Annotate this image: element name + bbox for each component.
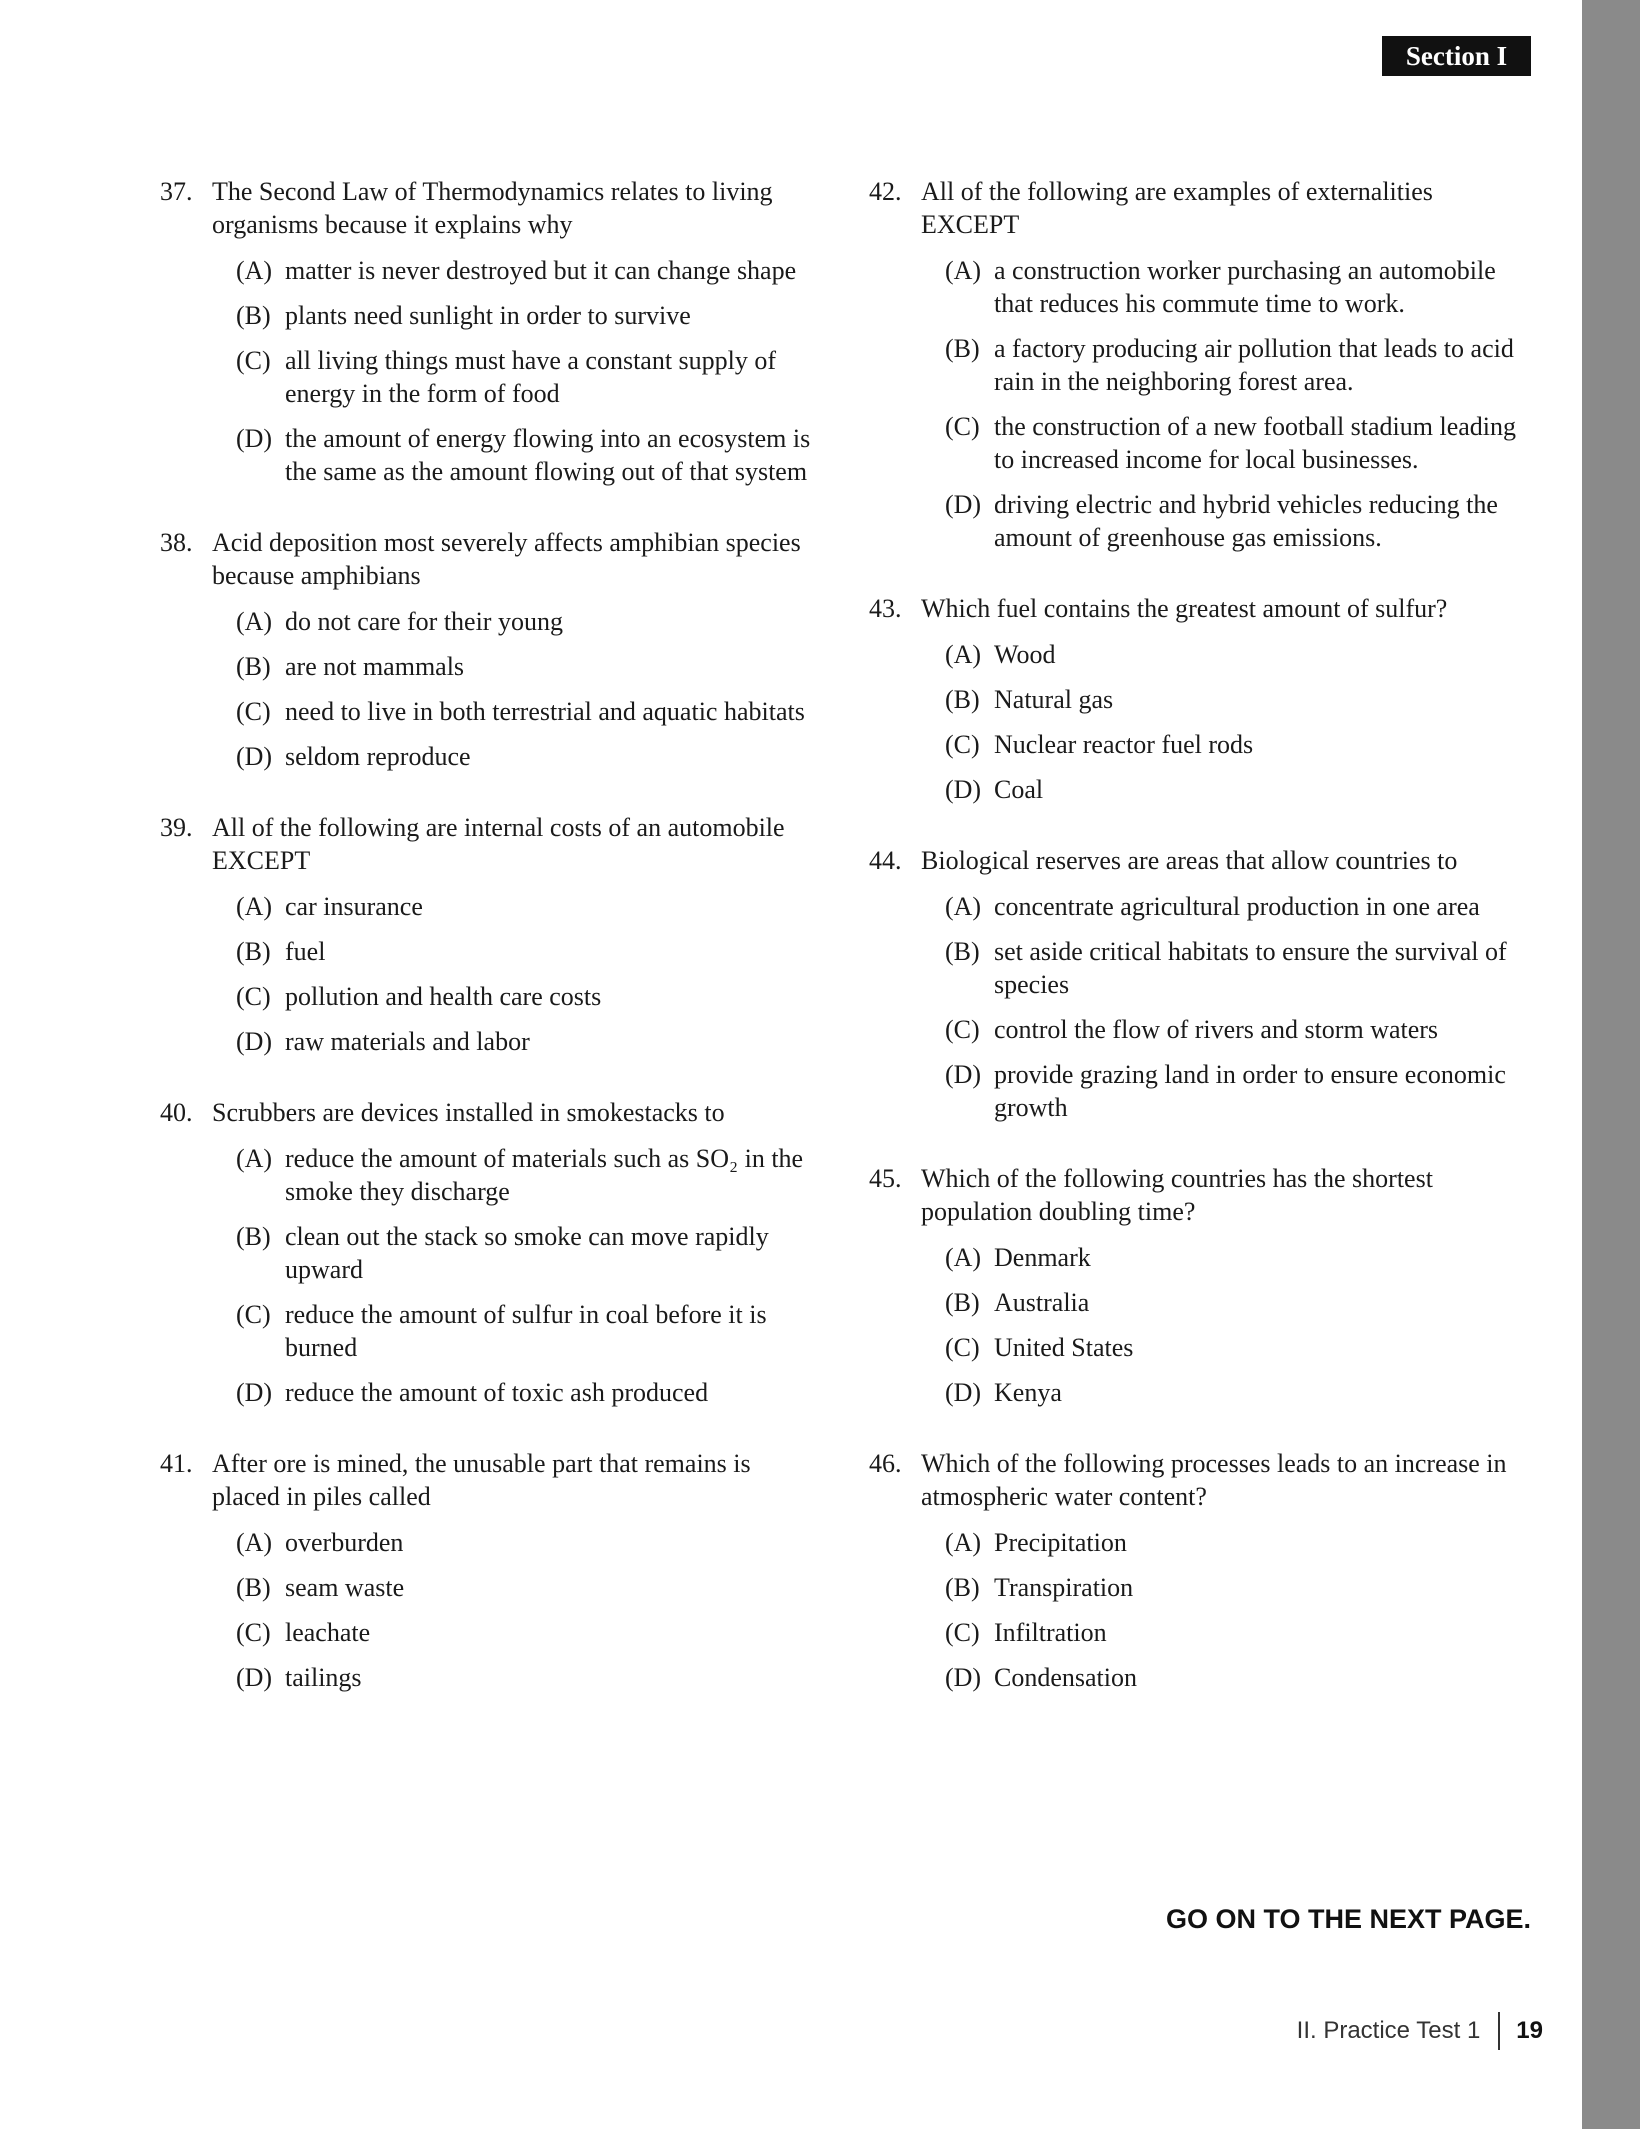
choice-letter: (B) <box>945 685 980 714</box>
choice-text: Infiltration <box>994 1618 1107 1647</box>
question-text: After ore is mined, the unusable part that remains is placed in piles called <box>212 1449 751 1511</box>
question-text: All of the following are examples of externalities EXCEPT <box>921 177 1433 239</box>
choice-text: plants need sunlight in order to survive <box>285 301 691 330</box>
choice-text: the construction of a new football stadium leading to increased income for local businesses. <box>994 412 1517 474</box>
choice-letter: (B) <box>945 1573 980 1602</box>
question-41 <box>160 1447 820 1694</box>
choice-letter: (D) <box>945 490 982 519</box>
answer-choice <box>236 299 820 332</box>
page-number: 19 <box>1516 2017 1543 2044</box>
question-45 <box>869 1162 1529 1409</box>
choice-letter: (A) <box>945 1528 982 1557</box>
footer-divider <box>1498 2012 1500 2050</box>
choice-text: the amount of energy flowing into an ecosystem is the same as the amount flowing out of that system <box>285 424 811 486</box>
choice-letter: (C) <box>945 1015 980 1044</box>
question-number: 40. <box>160 1098 193 1127</box>
choice-letter: (A) <box>236 1528 273 1557</box>
choice-text: matter is never destroyed but it can change shape <box>285 256 797 285</box>
answer-choice <box>236 695 820 728</box>
answer-choice <box>945 1571 1529 1604</box>
question-stem <box>160 526 820 592</box>
choice-text: car insurance <box>285 892 423 921</box>
answer-choice <box>945 1058 1529 1124</box>
answer-choices <box>869 638 1529 806</box>
answer-choice <box>945 773 1529 806</box>
choice-text: raw materials and labor <box>285 1027 530 1056</box>
answer-choice <box>945 488 1529 554</box>
choice-text: all living things must have a constant supply of energy in the form of food <box>285 346 777 408</box>
choice-letter: (B) <box>236 301 271 330</box>
answer-choice <box>945 890 1529 923</box>
choice-letter: (D) <box>236 1027 273 1056</box>
answer-choice <box>236 1142 820 1208</box>
question-number: 38. <box>160 528 193 557</box>
answer-choice <box>236 605 820 638</box>
question-37 <box>160 175 820 488</box>
left-question-column <box>160 175 820 1732</box>
choice-letter: (C) <box>236 1300 271 1329</box>
choice-letter: (A) <box>945 892 982 921</box>
answer-choice <box>945 1013 1529 1046</box>
choice-letter: (A) <box>236 1144 273 1173</box>
choice-letter: (D) <box>236 1378 273 1407</box>
answer-choices <box>160 605 820 773</box>
choice-text: clean out the stack so smoke can move rapidly upward <box>285 1222 769 1284</box>
question-stem <box>869 1447 1529 1513</box>
question-number: 44. <box>869 846 902 875</box>
answer-choice <box>945 935 1529 1001</box>
answer-choice <box>945 1526 1529 1559</box>
question-text: Biological reserves are areas that allow countries to <box>921 846 1458 875</box>
question-stem <box>160 1447 820 1513</box>
choice-text: Wood <box>994 640 1056 669</box>
choice-letter: (B) <box>945 937 980 966</box>
answer-choices <box>869 254 1529 554</box>
answer-choice <box>236 740 820 773</box>
choice-letter: (C) <box>945 1618 980 1647</box>
choice-letter: (D) <box>945 1378 982 1407</box>
choice-text: need to live in both terrestrial and aquatic habitats <box>285 697 805 726</box>
answer-choice <box>945 1616 1529 1649</box>
choice-letter: (B) <box>945 334 980 363</box>
choice-text: seldom reproduce <box>285 742 471 771</box>
answer-choice <box>236 254 820 287</box>
choice-text: a factory producing air pollution that leads to acid rain in the neighboring forest area. <box>994 334 1514 396</box>
choice-letter: (D) <box>236 1663 273 1692</box>
answer-choice <box>945 638 1529 671</box>
choice-text: fuel <box>285 937 326 966</box>
answer-choice <box>236 890 820 923</box>
running-title: II. Practice Test 1 <box>1296 2017 1481 2044</box>
question-number: 37. <box>160 177 193 206</box>
answer-choice <box>236 1526 820 1559</box>
answer-choice <box>945 683 1529 716</box>
answer-choice <box>236 1616 820 1649</box>
question-text: The Second Law of Thermodynamics relates to living organisms because it explains why <box>212 177 773 239</box>
choice-text: pollution and health care costs <box>285 982 602 1011</box>
choice-text: leachate <box>285 1618 371 1647</box>
answer-choice <box>945 1286 1529 1319</box>
choice-text: Natural gas <box>994 685 1114 714</box>
choice-text: Australia <box>994 1288 1090 1317</box>
choice-text: Condensation <box>994 1663 1137 1692</box>
question-text: Which fuel contains the greatest amount of sulfur? <box>921 594 1448 623</box>
question-stem <box>869 844 1529 877</box>
choice-text: Denmark <box>994 1243 1091 1272</box>
question-text: Acid deposition most severely affects amphibian species because amphibians <box>212 528 801 590</box>
answer-choice <box>236 980 820 1013</box>
choice-text: overburden <box>285 1528 404 1557</box>
choice-text: Transpiration <box>994 1573 1134 1602</box>
choice-letter: (B) <box>236 652 271 681</box>
question-42 <box>869 175 1529 554</box>
answer-choice <box>945 1241 1529 1274</box>
answer-choice <box>945 1661 1529 1694</box>
answer-choices <box>160 1142 820 1409</box>
choice-letter: (D) <box>236 742 273 771</box>
question-number: 46. <box>869 1449 902 1478</box>
answer-choice <box>945 1331 1529 1364</box>
choice-text: control the flow of rivers and storm waters <box>994 1015 1439 1044</box>
answer-choices <box>869 1526 1529 1694</box>
choice-text: reduce the amount of sulfur in coal before it is burned <box>285 1300 767 1362</box>
side-margin-bar <box>1582 0 1640 2129</box>
choice-letter: (D) <box>236 424 273 453</box>
answer-choice <box>236 344 820 410</box>
question-stem <box>160 175 820 241</box>
choice-letter: (A) <box>236 607 273 636</box>
choice-letter: (C) <box>945 730 980 759</box>
question-38 <box>160 526 820 773</box>
question-43 <box>869 592 1529 806</box>
choice-text: a construction worker purchasing an automobile that reduces his commute time to work. <box>994 256 1496 318</box>
question-stem <box>869 592 1529 625</box>
answer-choices <box>869 1241 1529 1409</box>
choice-text: set aside critical habitats to ensure the survival of species <box>994 937 1507 999</box>
choice-letter: (D) <box>945 775 982 804</box>
question-stem <box>869 1162 1529 1228</box>
answer-choices <box>869 890 1529 1124</box>
answer-choice <box>945 332 1529 398</box>
choice-text: Coal <box>994 775 1044 804</box>
choice-letter: (B) <box>236 937 271 966</box>
choice-letter: (A) <box>236 892 273 921</box>
answer-choice <box>236 1571 820 1604</box>
choice-letter: (D) <box>945 1060 982 1089</box>
choice-letter: (A) <box>236 256 273 285</box>
question-stem <box>869 175 1529 241</box>
choice-letter: (C) <box>236 1618 271 1647</box>
choice-text: provide grazing land in order to ensure economic growth <box>994 1060 1506 1122</box>
question-stem <box>160 811 820 877</box>
answer-choice <box>945 1376 1529 1409</box>
choice-letter: (C) <box>236 982 271 1011</box>
question-stem <box>160 1096 820 1129</box>
answer-choices <box>160 254 820 488</box>
choice-letter: (B) <box>945 1288 980 1317</box>
question-number: 39. <box>160 813 193 842</box>
answer-choice <box>236 1376 820 1409</box>
answer-choice <box>236 1298 820 1364</box>
question-number: 41. <box>160 1449 193 1478</box>
choice-text: Kenya <box>994 1378 1062 1407</box>
answer-choice <box>236 1661 820 1694</box>
question-44 <box>869 844 1529 1124</box>
question-text: Which of the following processes leads to an increase in atmospheric water content? <box>921 1449 1507 1511</box>
answer-choices <box>160 890 820 1058</box>
question-text: Scrubbers are devices installed in smokestacks to <box>212 1098 725 1127</box>
choice-text: concentrate agricultural production in one area <box>994 892 1480 921</box>
question-text: Which of the following countries has the shortest population doubling time? <box>921 1164 1433 1226</box>
choice-text: United States <box>994 1333 1134 1362</box>
question-number: 45. <box>869 1164 902 1193</box>
go-on-notice: GO ON TO THE NEXT PAGE. <box>1165 1904 1531 1934</box>
choice-letter: (D) <box>945 1663 982 1692</box>
choice-letter: (B) <box>236 1573 271 1602</box>
answer-choice <box>236 935 820 968</box>
choice-letter: (B) <box>236 1222 271 1251</box>
choice-letter: (A) <box>945 1243 982 1272</box>
choice-letter: (C) <box>236 697 271 726</box>
answer-choice <box>236 1220 820 1286</box>
choice-text: reduce the amount of materials such as SO₂ in the smoke they discharge <box>285 1144 804 1206</box>
choice-letter: (A) <box>945 640 982 669</box>
page-footer <box>1297 2011 1543 2051</box>
question-40 <box>160 1096 820 1409</box>
question-number: 43. <box>869 594 902 623</box>
choice-text: reduce the amount of toxic ash produced <box>285 1378 709 1407</box>
answer-choices <box>160 1526 820 1694</box>
choice-text: Precipitation <box>994 1528 1127 1557</box>
answer-choice <box>945 254 1529 320</box>
choice-text: tailings <box>285 1663 362 1692</box>
choice-text: seam waste <box>285 1573 405 1602</box>
question-39 <box>160 811 820 1058</box>
answer-choice <box>236 1025 820 1058</box>
question-number: 42. <box>869 177 902 206</box>
choice-letter: (C) <box>945 412 980 441</box>
question-46 <box>869 1447 1529 1694</box>
choice-letter: (C) <box>945 1333 980 1362</box>
answer-choice <box>236 650 820 683</box>
answer-choice <box>236 422 820 488</box>
right-question-column <box>869 175 1529 1732</box>
choice-letter: (C) <box>236 346 271 375</box>
choice-text: do not care for their young <box>285 607 563 636</box>
choice-text: Nuclear reactor fuel rods <box>994 730 1254 759</box>
choice-text: driving electric and hybrid vehicles reducing the amount of greenhouse gas emissions. <box>994 490 1498 552</box>
section-label: Section I <box>1382 36 1531 76</box>
answer-choice <box>945 728 1529 761</box>
choice-text: are not mammals <box>285 652 465 681</box>
question-text: All of the following are internal costs of an automobile EXCEPT <box>212 813 785 875</box>
answer-choice <box>945 410 1529 476</box>
choice-letter: (A) <box>945 256 982 285</box>
